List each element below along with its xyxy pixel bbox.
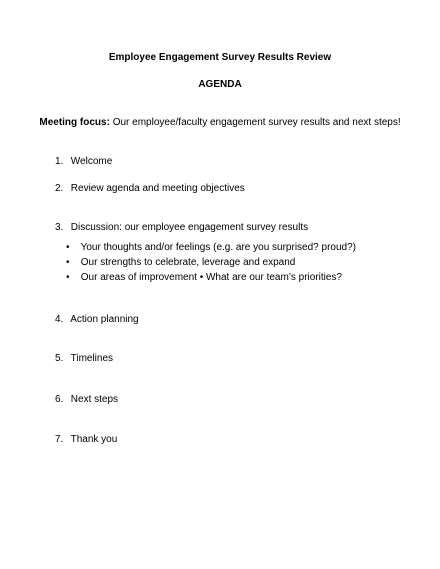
agenda-item-text: Review agenda and meeting objectives: [70, 183, 245, 194]
agenda-item-text: Timelines: [70, 353, 114, 364]
document-title: Employee Engagement Survey Results Review: [108, 52, 332, 63]
agenda-item-number: 3.: [55, 222, 64, 233]
agenda-heading: AGENDA: [198, 79, 242, 90]
agenda-item-timelines: [55, 353, 113, 364]
meeting-focus-label: Meeting focus:: [39, 117, 110, 128]
agenda-item-text: Action planning: [70, 314, 139, 325]
agenda-item-discussion: [55, 222, 308, 233]
discussion-subitem: [66, 272, 342, 283]
meeting-focus: [0, 117, 440, 128]
agenda-item-text: Next steps: [70, 394, 119, 405]
bullet-icon: •: [66, 242, 70, 253]
agenda-item-number: 2.: [55, 183, 64, 194]
subitem-text: Our strengths to celebrate, leverage and expand: [80, 257, 296, 268]
subitem-text: Our areas of improvement • What are our team’s priorities?: [80, 272, 342, 283]
subitem-text: Your thoughts and/or feelings (e.g. are you surprised? proud?): [80, 242, 356, 253]
agenda-item-number: 4.: [55, 314, 64, 325]
agenda-item-next-steps: [55, 394, 118, 405]
agenda-item-number: 7.: [55, 434, 64, 445]
agenda-item-welcome: [55, 156, 112, 167]
discussion-subitem: [66, 257, 295, 268]
agenda-item-text: Discussion: our employee engagement survey results: [70, 222, 309, 233]
agenda-item-action-planning: [55, 314, 139, 325]
agenda-item-number: 1.: [55, 156, 64, 167]
bullet-icon: •: [66, 257, 70, 268]
agenda-item-number: 6.: [55, 394, 64, 405]
agenda-item-text: Welcome: [70, 156, 113, 167]
meeting-focus-text: Our employee/faculty engagement survey results and next steps!: [112, 117, 401, 128]
agenda-item-text: Thank you: [70, 434, 118, 445]
agenda-item-review: [55, 183, 245, 194]
bullet-icon: •: [66, 272, 70, 283]
discussion-subitem: [66, 242, 356, 253]
agenda-item-thank-you: [55, 434, 117, 445]
agenda-item-number: 5.: [55, 353, 64, 364]
